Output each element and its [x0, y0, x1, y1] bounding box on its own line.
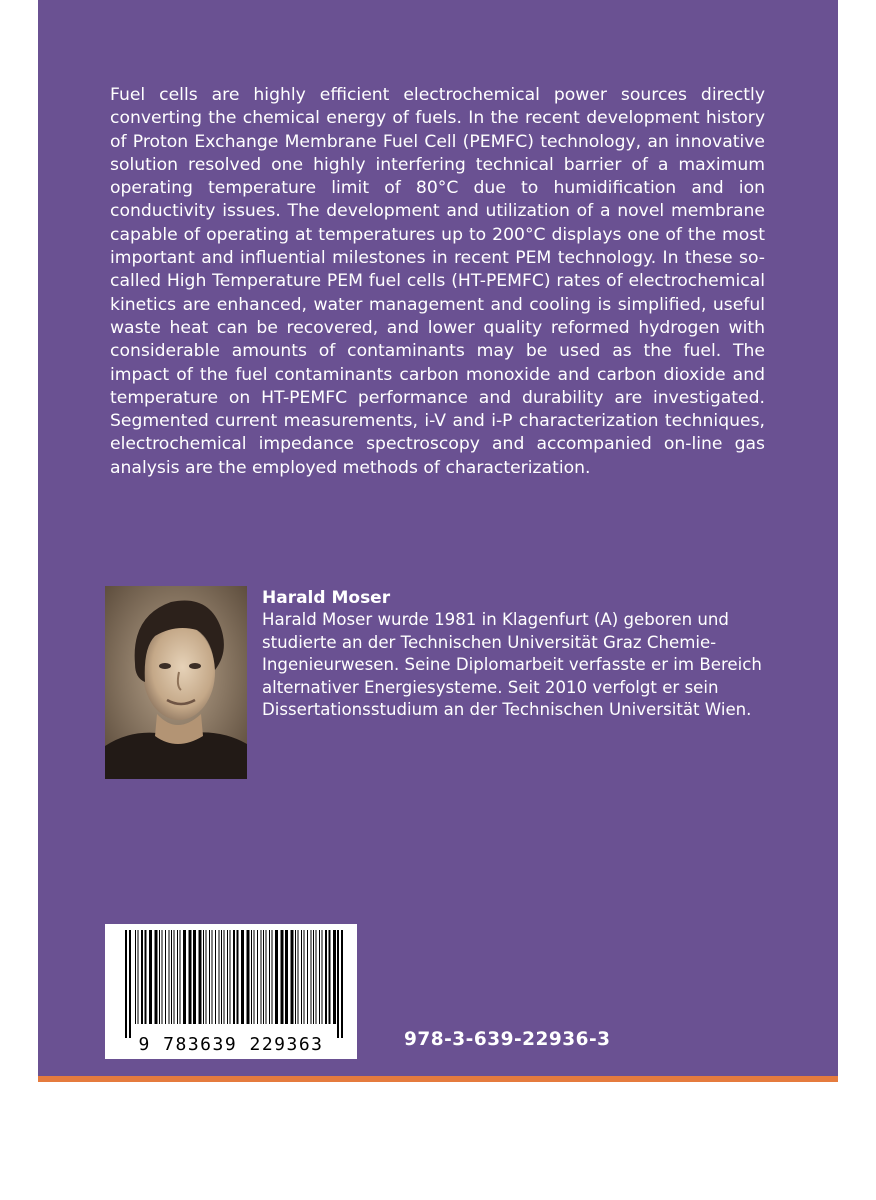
bottom-accent-stripe — [38, 1076, 838, 1082]
barcode-bar — [138, 930, 139, 1024]
author-biography: Harald Moser wurde 1981 in Klagenfurt (A) geboren und studierte an der Technischen Universität Graz Chemie-Ingenieurwesen. Seine Diplomarbeit verfasste er im Bereich alternativer Energiesysteme. Seit 2010 verfolgt er sein Dissertationsstudium an der Technischen Universität Wien. — [262, 610, 762, 720]
barcode-bar — [177, 930, 178, 1024]
barcode-bar — [145, 930, 147, 1024]
barcode-bar — [304, 930, 305, 1024]
barcode-bar — [169, 930, 170, 1024]
barcode-bar — [180, 930, 181, 1024]
barcode-bar — [269, 930, 270, 1024]
barcode-bar — [325, 930, 327, 1024]
barcode-bar — [159, 930, 160, 1024]
barcode-bar — [322, 930, 323, 1024]
barcode-bar — [155, 930, 158, 1024]
barcode-bar — [281, 930, 284, 1024]
barcode-bar — [307, 930, 308, 1024]
barcode-bar — [221, 930, 222, 1024]
barcode-digits: 9 783639 229363 — [138, 1034, 324, 1055]
barcode-guard-bar — [341, 930, 343, 1038]
barcode-bar — [215, 930, 216, 1024]
barcode-bar — [165, 930, 166, 1024]
isbn-number: 978-3-639-22936-3 — [404, 1029, 611, 1050]
isbn-barcode — [105, 924, 357, 1059]
barcode-bar — [183, 930, 186, 1024]
author-name: Harald Moser — [262, 588, 391, 608]
barcode-bar — [174, 930, 175, 1024]
barcode-bar — [193, 930, 196, 1024]
barcode-bar — [247, 930, 250, 1024]
book-blurb: Fuel cells are highly efficient electrochemical power sources directly converting the chemical energy of fuels. In the recent development history of Proton Exchange Membrane Fuel Cell (PEMFC) technology, an innovative solution resolved one highly interfering technical barrier of a maximum operating temperature limit of 80°C due to humidification and ion conductivity issues. The development and utilization of a novel membrane capable of operating at temperatures up to 200°C displays one of the most important and influential milestones in recent PEM technology. In these so-called High Temperature PEM fuel cells (HT-PEMFC) rates of electrochemical kinetics are enhanced, water management and cooling is simplified, useful waste heat can be recovered, and lower quality reformed hydrogen with considerable amounts of contaminants may be used as the fuel. The impact of the fuel contaminants carbon monoxide and carbon dioxide and temperature on HT-PEMFC performance and durability are investigated. Segmented current measurements, i-V and i-P characterization techniques, electrochemical impedance spectroscopy and accompanied on-line gas analysis are the employed methods of characterization. — [110, 85, 765, 478]
barcode-bar — [230, 930, 231, 1024]
barcode-guard-bar — [337, 930, 339, 1038]
barcode-bar — [135, 930, 136, 1024]
barcode-bar — [275, 930, 278, 1024]
barcode-bar — [295, 930, 296, 1024]
barcode-bar — [212, 930, 213, 1024]
barcode-bar — [261, 930, 262, 1024]
barcode-bar — [319, 930, 320, 1024]
barcode-bar — [209, 930, 210, 1024]
barcode-bar — [206, 930, 207, 1024]
barcode-bar — [219, 930, 220, 1024]
barcode-guard-bar — [129, 930, 131, 1038]
barcode-bar — [233, 930, 235, 1024]
barcode-bar — [316, 930, 317, 1024]
barcode-bar — [241, 930, 244, 1024]
barcode-bar — [298, 930, 299, 1024]
barcode-bar — [149, 930, 152, 1024]
barcode-guard-bar — [125, 930, 127, 1038]
barcode-bar — [285, 930, 288, 1024]
barcode-bar — [263, 930, 264, 1024]
barcode-bar — [227, 930, 228, 1024]
barcode-bar — [313, 930, 314, 1024]
barcode-bar — [199, 930, 202, 1024]
barcode-bar — [141, 930, 143, 1024]
barcode-bar — [333, 930, 336, 1024]
barcode-bar — [329, 930, 331, 1024]
barcode-bar — [254, 930, 255, 1024]
author-photo — [105, 586, 247, 779]
barcode-bar — [272, 930, 273, 1024]
barcode-bar — [237, 930, 239, 1024]
barcode-bar — [203, 930, 204, 1024]
barcode-bar — [171, 930, 172, 1024]
barcode-bar — [224, 930, 225, 1024]
barcode-bar — [301, 930, 302, 1024]
barcode-bar — [189, 930, 192, 1024]
barcode-bar — [266, 930, 267, 1024]
barcode-bar — [311, 930, 312, 1024]
barcode-bar — [251, 930, 252, 1024]
barcode-bar — [291, 930, 294, 1024]
barcode-bar — [162, 930, 163, 1024]
barcode-bar — [257, 930, 258, 1024]
